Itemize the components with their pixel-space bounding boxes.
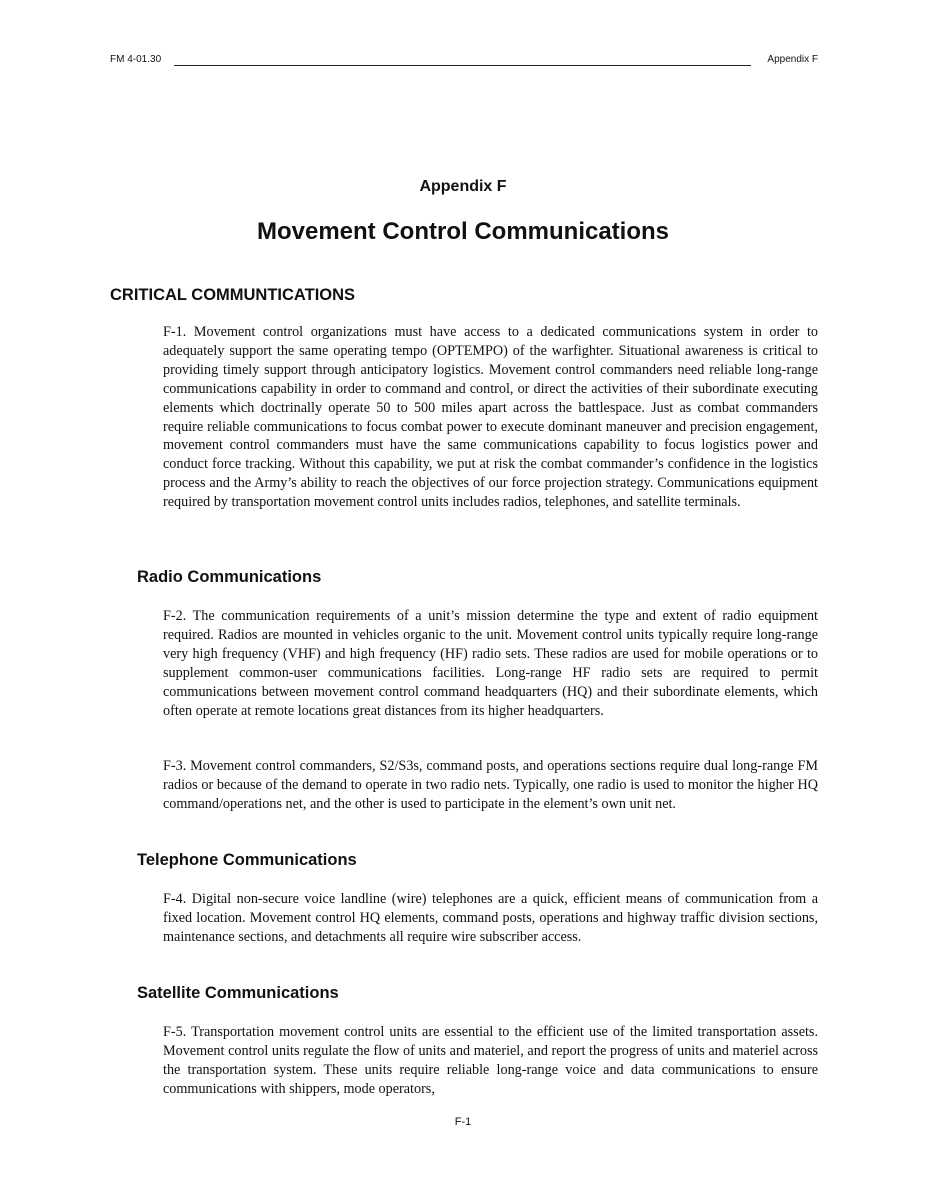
page-title: Movement Control Communications	[256, 218, 670, 245]
paragraph-f5: F-5. Transportation movement control units are essential to the efficient use of the limited transportation assets. Movement control units regulate the flow of units and materiel, and report the progress of units and materiel across the transportation system. These units require reliable long-range voice and data communications to ensure communications with shippers, mode operators,	[163, 1024, 818, 1097]
header-section: Appendix F	[767, 54, 818, 65]
section-heading-critical: CRITICAL COMMUNTICATIONS	[110, 286, 356, 304]
header-doc-id: FM 4-01.30	[110, 54, 162, 65]
subheading-radio: Radio Communications	[137, 568, 322, 586]
running-header	[110, 54, 818, 70]
header-rule	[174, 65, 751, 66]
page-number: F-1	[454, 1116, 472, 1128]
paragraph-f2: F-2. The communication requirements of a unit’s mission determine the type and extent of radio equipment required. Radios are mounted in vehicles organic to the unit. Movement control units typically require long-range very high frequency (VHF) and high frequency (HF) radio sets. These radios are used for mobile operations or to supplement common-user communications facilities. Long-range HF radio sets are required to permit communications between movement control command headquarters (HQ) and their subordinate elements, which often operate at remote locations great distances from its higher headquarters.	[163, 608, 818, 719]
paragraph-f3: F-3. Movement control commanders, S2/S3s, command posts, and operations sections require dual long-range FM radios or because of the demand to operate in two radio nets. Typically, one radio is used to monitor the higher HQ command/operations net, and the other is used to participate in the element’s own unit net.	[163, 758, 818, 812]
paragraph-f4: F-4. Digital non-secure voice landline (wire) telephones are a quick, efficient means of communication from a fixed location. Movement control HQ elements, command posts, operations and highway traffic division sections, maintenance sections, and detachments all require wire subscriber access.	[163, 891, 818, 945]
subheading-satellite: Satellite Communications	[137, 984, 339, 1002]
appendix-label: Appendix F	[419, 178, 507, 195]
subheading-telephone: Telephone Communications	[137, 851, 357, 869]
paragraph-f1: F-1. Movement control organizations must have access to a dedicated communications system in order to adequately support the same operating tempo (OPTEMPO) of the warfighter. Situational awareness is critical to providing timely support through anticipatory logistics. Movement control commanders need reliable long-range communications capability in order to command and control, or direct the activities of their subordinate executing elements which doctrinally operate 50 to 500 miles apart across the battlespace. Just as combat commanders require reliable communications to focus combat power to execute dominant maneuver and precision engagement, movement control commanders must have the same communications capability to focus logistics power and conduct force tracking. Without this capability, we put at risk the combat commander’s confidence in the logistics process and the Army’s ability to reach the objectives of our force projection strategy. Communications equipment required by transportation movement control units includes radios, telephones, and satellite terminals.	[163, 324, 818, 511]
